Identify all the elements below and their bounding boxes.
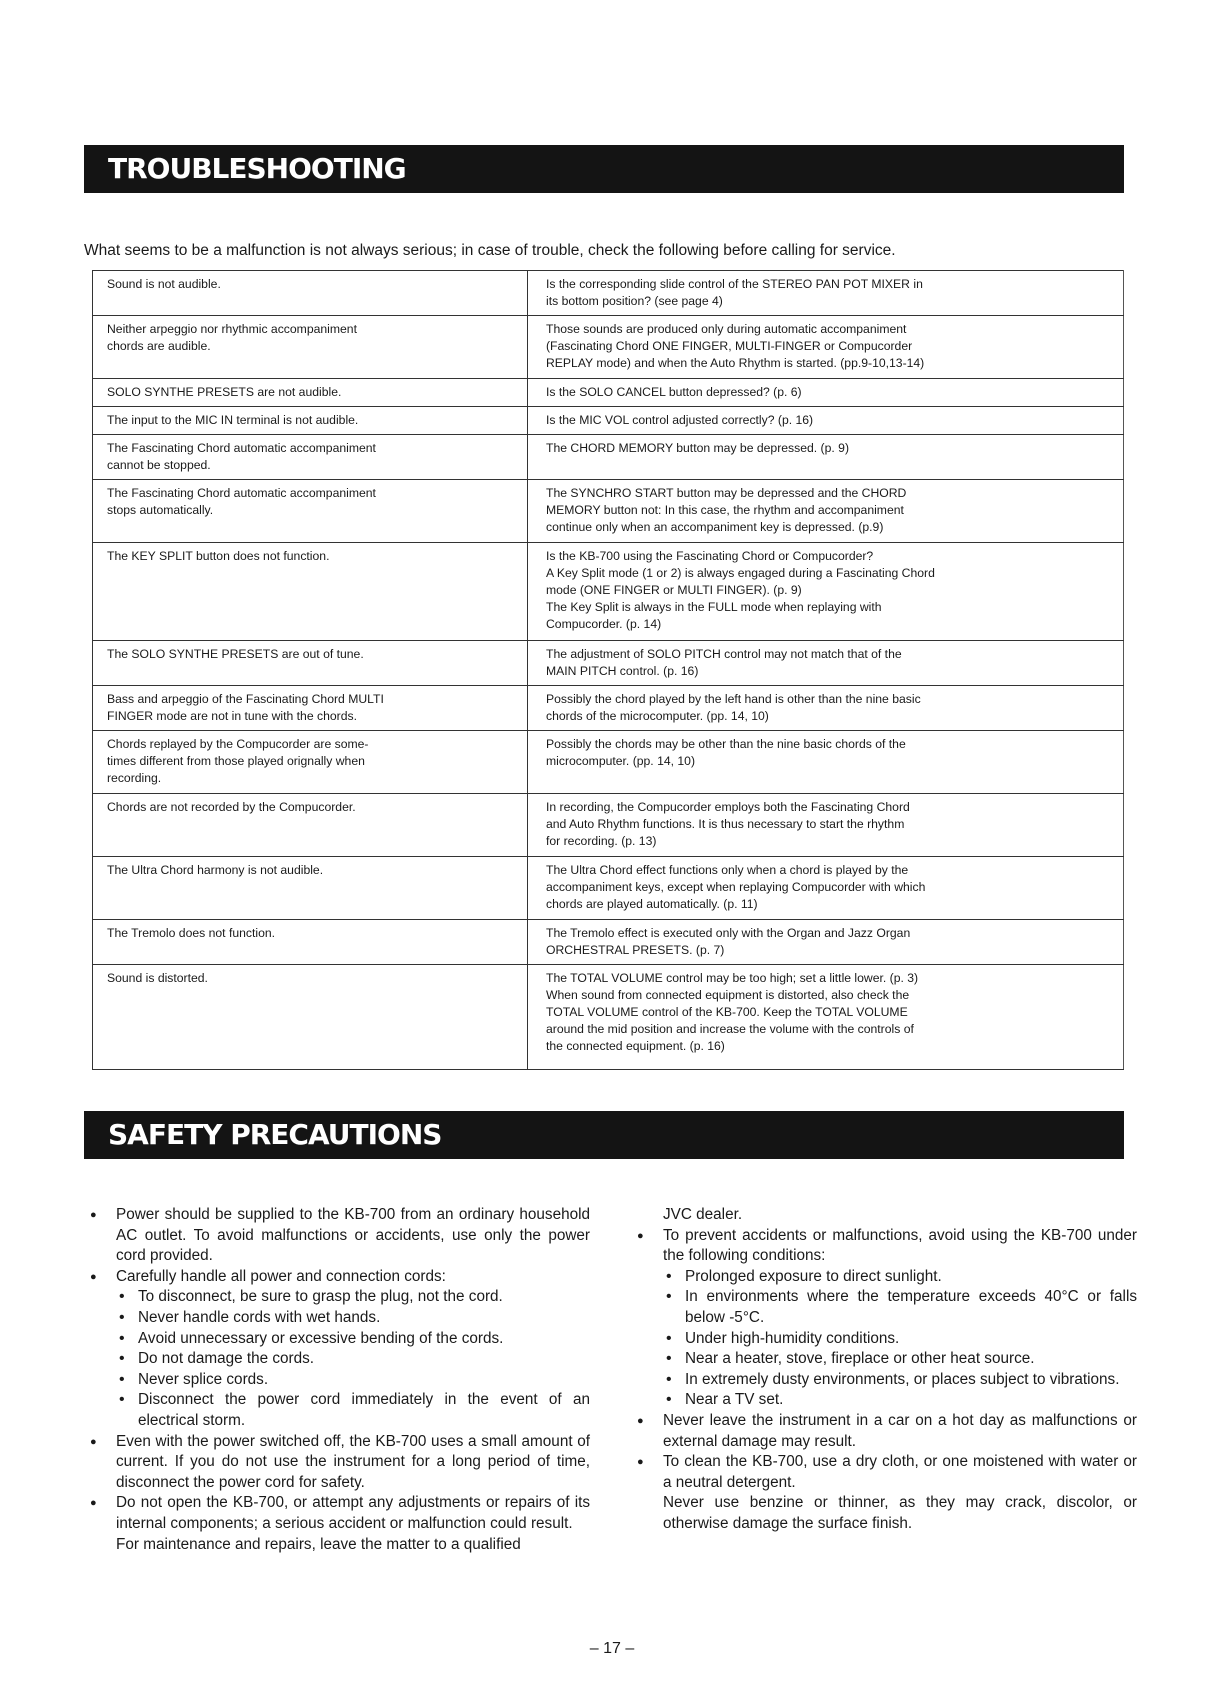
symptom-cell: The input to the MIC IN terminal is not audible. xyxy=(93,407,528,435)
table-row xyxy=(93,857,1124,920)
safety-left-column xyxy=(90,1205,590,1555)
symptom-cell: Sound is not audible. xyxy=(93,271,528,316)
safety-sub-bullet: • Prolonged exposure to direct sunlight. xyxy=(637,1267,1137,1288)
remedy-cell: Possibly the chord played by the left hand is other than the nine basic chords of the microcomputer. (pp. 14, 10) xyxy=(528,686,1124,731)
safety-bullet: ● Power should be supplied to the KB-700 from an ordinary household AC outlet. To avoid malfunctions or accidents, use only the power cord provided. xyxy=(90,1205,590,1267)
safety-heading: SAFETY PRECAUTIONS xyxy=(84,1111,1124,1159)
symptom-cell: Chords replayed by the Compucorder are some- times different from those played orignally when recording. xyxy=(93,731,528,794)
symptom-cell: SOLO SYNTHE PRESETS are not audible. xyxy=(93,379,528,407)
remedy-cell: The Tremolo effect is executed only with the Organ and Jazz Organ ORCHESTRAL PRESETS. (p. 7) xyxy=(528,920,1124,965)
safety-sub-bullet: • Avoid unnecessary or excessive bending of the cords. xyxy=(90,1329,590,1350)
table-row xyxy=(93,271,1124,316)
safety-continuation: JVC dealer. xyxy=(663,1206,743,1223)
safety-sub-bullet: • To disconnect, be sure to grasp the plug, not the cord. xyxy=(90,1287,590,1308)
safety-sub-bullet: • In environments where the temperature exceeds 40°C or falls below -5°C. xyxy=(637,1287,1137,1328)
remedy-cell: Is the corresponding slide control of the STEREO PAN POT MIXER in its bottom position? (see page 4) xyxy=(528,271,1124,316)
safety-sub-bullet: • In extremely dusty environments, or places subject to vibrations. xyxy=(637,1370,1137,1391)
safety-sub-bullet: • Do not damage the cords. xyxy=(90,1349,590,1370)
table-row xyxy=(93,686,1124,731)
table-row xyxy=(93,641,1124,686)
remedy-cell: The adjustment of SOLO PITCH control may not match that of the MAIN PITCH control. (p. 16) xyxy=(528,641,1124,686)
troubleshooting-intro: What seems to be a malfunction is not always serious; in case of trouble, check the following before calling for service. xyxy=(84,242,896,259)
safety-sub-bullet: • Near a TV set. xyxy=(637,1390,1137,1411)
remedy-cell: The SYNCHRO START button may be depressed and the CHORD MEMORY button not: In this case, the rhythm and accompaniment continue only when an accompaniment key is depressed. (p.9) xyxy=(528,480,1124,543)
safety-bullet: ● To clean the KB-700, use a dry cloth, or one moistened with water or a neutral detergent. xyxy=(637,1452,1137,1493)
remedy-cell: In recording, the Compucorder employs both the Fascinating Chord and Auto Rhythm functions. It is thus necessary to start the rhythm for recording. (p. 13) xyxy=(528,794,1124,857)
safety-sub-bullet: • Never handle cords with wet hands. xyxy=(90,1308,590,1329)
safety-bullet: ● Even with the power switched off, the KB-700 uses a small amount of current. If you do not use the instrument for a long period of time, disconnect the power cord for safety. xyxy=(90,1432,590,1494)
remedy-cell: The Ultra Chord effect functions only when a chord is played by the accompaniment keys, except when replaying Compucorder with which chords are played automatically. (p. 11) xyxy=(528,857,1124,920)
table-row xyxy=(93,435,1124,480)
table-row xyxy=(93,794,1124,857)
symptom-cell: Bass and arpeggio of the Fascinating Chord MULTI FINGER mode are not in tune with the chords. xyxy=(93,686,528,731)
safety-right-column xyxy=(637,1205,1137,1535)
table-row xyxy=(93,407,1124,435)
symptom-cell: The Fascinating Chord automatic accompaniment stops automatically. xyxy=(93,480,528,543)
troubleshooting-heading: TROUBLESHOOTING xyxy=(84,145,1124,193)
remedy-cell: Is the KB-700 using the Fascinating Chord or Compucorder? A Key Split mode (1 or 2) is always engaged during a Fascinating Chord mode (ONE FINGER or MULTI FINGER). (p. 9) The Key Split is always in the FULL mode when replaying with Compucorder. (p. 14) xyxy=(528,543,1124,641)
remedy-cell: Those sounds are produced only during automatic accompaniment (Fascinating Chord ONE FINGER, MULTI-FINGER or Compucorder REPLAY mode) and when the Auto Rhythm is started. (pp.9-10,13-14) xyxy=(528,316,1124,379)
safety-bullet: ● Never leave the instrument in a car on a hot day as malfunctions or external damage may result. xyxy=(637,1411,1137,1452)
symptom-cell: The KEY SPLIT button does not function. xyxy=(93,543,528,641)
safety-continuation: For maintenance and repairs, leave the matter to a qualified xyxy=(116,1535,521,1553)
safety-bullet: ● To prevent accidents or malfunctions, avoid using the KB-700 under the following conditions: xyxy=(637,1226,1137,1267)
symptom-cell: The Fascinating Chord automatic accompaniment cannot be stopped. xyxy=(93,435,528,480)
remedy-cell: Possibly the chords may be other than the nine basic chords of the microcomputer. (pp. 14, 10) xyxy=(528,731,1124,794)
safety-sub-bullet: • Near a heater, stove, fireplace or other heat source. xyxy=(637,1349,1137,1370)
symptom-cell: The Tremolo does not function. xyxy=(93,920,528,965)
safety-sub-bullet: • Under high-humidity conditions. xyxy=(637,1329,1137,1350)
remedy-cell: Is the MIC VOL control adjusted correctly? (p. 16) xyxy=(528,407,1124,435)
symptom-cell: Sound is distorted. xyxy=(93,965,528,1070)
remedy-cell: The TOTAL VOLUME control may be too high; set a little lower. (p. 3) When sound from connected equipment is distorted, also check the TOTAL VOLUME control of the KB-700. Keep the TOTAL VOLUME around the mid position and increase the volume with the controls of the connected equipment. (p. 16) xyxy=(528,965,1124,1070)
safety-bullet: ● Carefully handle all power and connection cords: xyxy=(90,1267,590,1288)
symptom-cell: The Ultra Chord harmony is not audible. xyxy=(93,857,528,920)
table-row xyxy=(93,965,1124,1070)
table-row xyxy=(93,316,1124,379)
safety-continuation: Never use benzine or thinner, as they may crack, discolor, or otherwise damage the surface finish. xyxy=(663,1494,1137,1532)
table-row xyxy=(93,543,1124,641)
remedy-cell: The CHORD MEMORY button may be depressed. (p. 9) xyxy=(528,435,1124,480)
table-row xyxy=(93,480,1124,543)
troubleshooting-table xyxy=(92,270,1124,1070)
safety-bullet: ● Do not open the KB-700, or attempt any adjustments or repairs of its internal components; a serious accident or malfunction could result. xyxy=(90,1493,590,1534)
symptom-cell: Neither arpeggio nor rhythmic accompaniment chords are audible. xyxy=(93,316,528,379)
table-row xyxy=(93,379,1124,407)
symptom-cell: Chords are not recorded by the Compucorder. xyxy=(93,794,528,857)
table-row xyxy=(93,731,1124,794)
page-number: – 17 – xyxy=(589,1640,635,1657)
table-row xyxy=(93,920,1124,965)
remedy-cell: Is the SOLO CANCEL button depressed? (p. 6) xyxy=(528,379,1124,407)
safety-sub-bullet: • Never splice cords. xyxy=(90,1370,590,1391)
safety-sub-bullet: • Disconnect the power cord immediately in the event of an electrical storm. xyxy=(90,1390,590,1431)
symptom-cell: The SOLO SYNTHE PRESETS are out of tune. xyxy=(93,641,528,686)
